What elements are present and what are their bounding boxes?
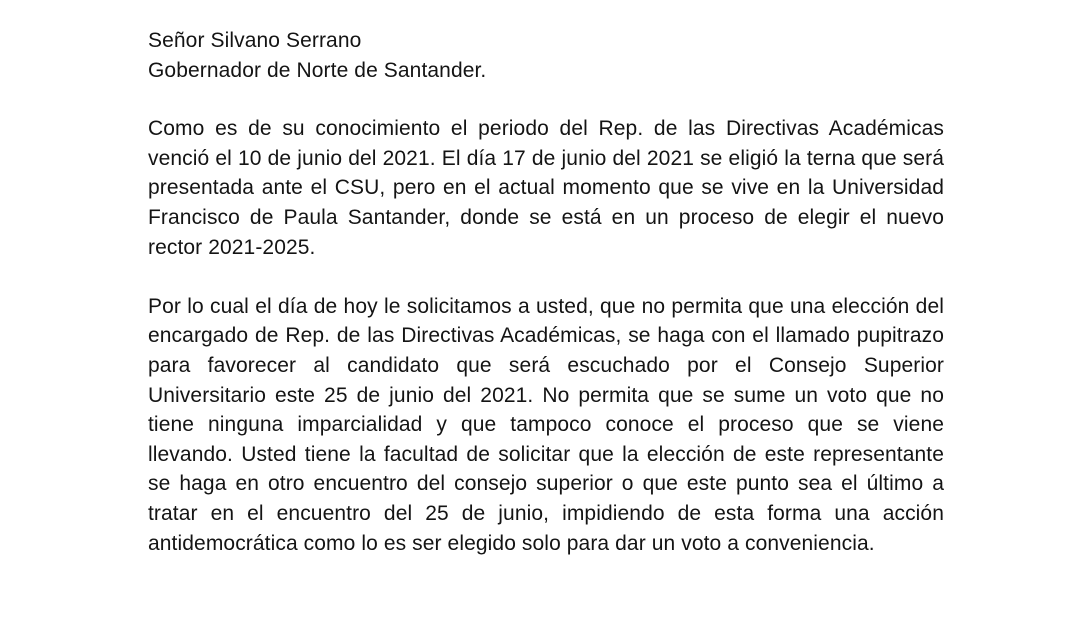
paragraph-context: Como es de su conocimiento el periodo del Rep. de las Directivas Académicas venció el 10 de junio del 2021. El día 17 de junio del 2021 se eligió la terna que será presentada ante el CSU, pero en el actual momento que se vive en la Universidad Francisco de Paula Santander, donde se está en un proceso de elegir el nuevo rector 2021-2025.: [148, 117, 944, 259]
paragraph-request: Por lo cual el día de hoy le solicitamos a usted, que no permita que una elección del encargado de Rep. de las Directivas Académicas, se haga con el llamado pupitrazo para favorecer al candidato que será escuchado por el Consejo Superior Universitario este 25 de junio del 2021. No permita que se sume un voto que no tiene ninguna imparcialidad y que tampoco conoce el proceso que se viene llevando. Usted tiene la facultad de solicitar que la elección de este representante se haga en otro encuentro del consejo superior o que este punto sea el último a tratar en el encuentro del 25 de junio, impidiendo de esta forma una acción antidemocrática como lo es ser elegido solo para dar un voto a conveniencia.: [148, 294, 944, 555]
addressee-name: Señor Silvano Serrano: [148, 29, 362, 52]
addressee-block: [148, 26, 944, 85]
letter-body: [148, 26, 944, 588]
addressee-title: Gobernador de Norte de Santander.: [148, 58, 487, 82]
